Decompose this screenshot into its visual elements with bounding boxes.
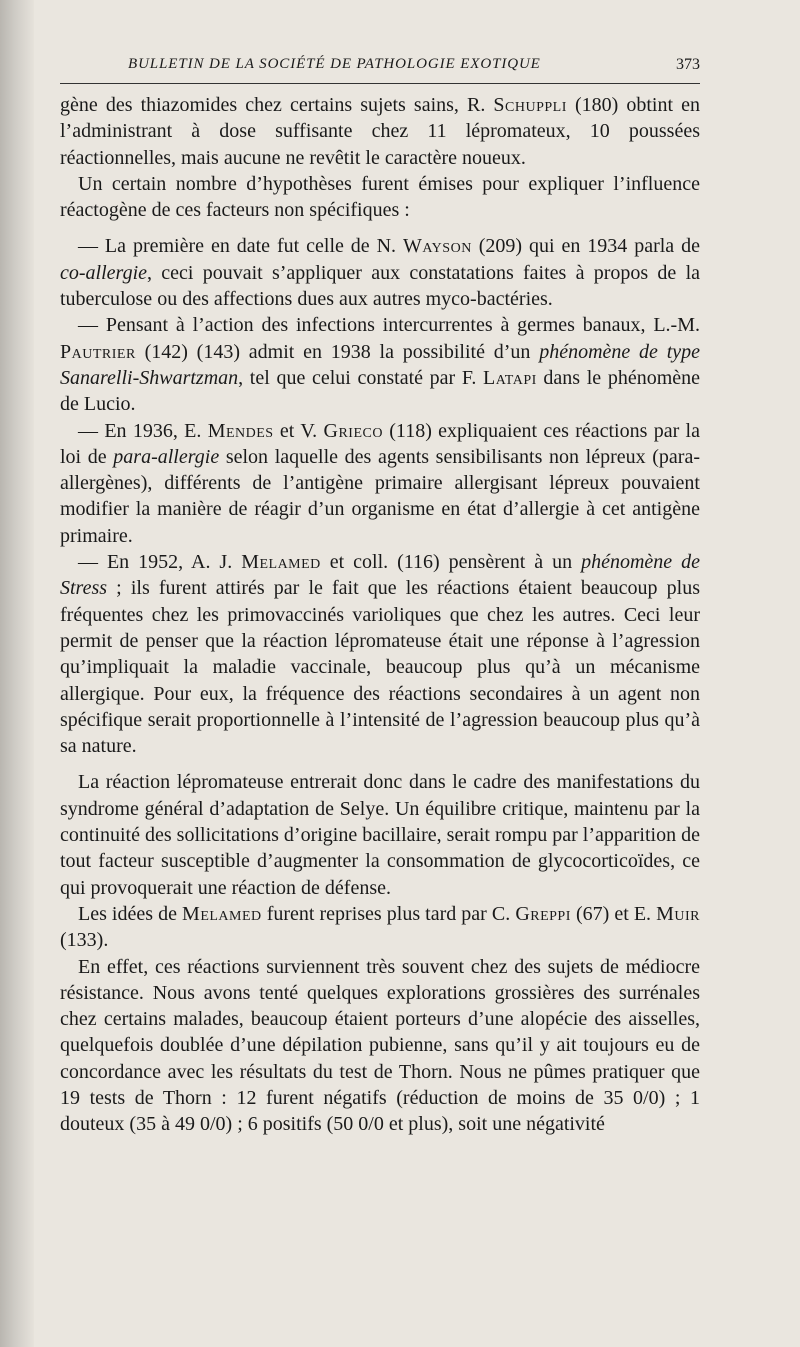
text-run: — En 1952, A. J. (78, 551, 242, 574)
text-run: , ceci pouvait s’appliquer aux constatations faites à propos de la tuberculose ou des affections dues aux autres myco-bactéries. (60, 261, 700, 311)
page-header (60, 54, 700, 78)
text-run: et V. (273, 419, 324, 442)
text-run: et coll. (116) pensèrent à un (320, 551, 582, 574)
text-run: (67) et E. (570, 902, 657, 925)
italic-term: para-allergie (113, 445, 220, 468)
document-page (60, 0, 700, 1347)
running-head: BULLETIN DE LA SOCIÉTÉ DE PATHOLOGIE EXOTIQUE (128, 56, 541, 72)
paragraph-8 (60, 901, 700, 954)
paragraph-6 (60, 549, 700, 759)
text-run: selon laquelle des agents sensibilisants non lépreux (para-allergènes), différents de l’antigène primaire allergisant lépreux pouvaient modifier la manière de réagir d’un organisme en état d’allergie à cet antigène primaire. (60, 445, 700, 547)
text-run: (180) obtint en l’administrant à dose suffisante chez 11 lépromateux, 10 poussées réactionnelles, mais aucune ne revêtit le caractère noueux. (60, 94, 700, 169)
text-run: Les idées de (78, 902, 183, 925)
header-rule (60, 83, 700, 84)
text-run: (133). (60, 929, 109, 952)
author-name: Melamed (182, 902, 262, 925)
paragraph-4 (60, 312, 700, 417)
text-run: , tel que celui constaté par F. (238, 366, 484, 389)
author-name: Grieco (323, 419, 383, 442)
paragraph-2 (60, 171, 700, 224)
author-name: Pautrier (60, 340, 136, 363)
author-name: Latapi (483, 366, 537, 389)
author-name: Wayson (402, 235, 472, 258)
text-run: La réaction lépromateuse entrerait donc dans le cadre des manifestations du syndrome général d’adaptation de Selye. Un équilibre critique, maintenu par la continuité des sollicitations d’origine bacillaire, serait rompu par l’apparition de tout facteur susceptible d’augmenter la consommation de glycocorticoïdes, ce qui provoquerait une réaction de défense. (60, 771, 700, 899)
book-spine-shadow (0, 0, 34, 1347)
text-run: — En 1936, E. (78, 419, 208, 442)
paragraph-7 (60, 769, 700, 900)
text-run: (142) (143) admit en 1938 la possibilité d’un (135, 340, 540, 363)
text-run: — La première en date fut celle de N. (78, 235, 403, 258)
page-number: 373 (676, 56, 700, 73)
italic-term: co-allergie (60, 261, 148, 284)
text-run: — Pensant à l’action des infections intercurrentes à germes banaux, L.-M. (78, 314, 700, 337)
text-run: gène des thiazomides chez certains sujets sains, R. (60, 94, 494, 116)
text-run: Un certain nombre d’hypothèses furent émises pour expliquer l’influence réactogène de ces facteurs non spécifiques : (60, 172, 700, 222)
author-name: Schuppli (493, 94, 567, 116)
text-run: furent reprises plus tard par C. (261, 902, 516, 925)
italic-term: phénomène de Stress (60, 551, 701, 600)
italic-term: phénomène de type Sanarelli-Shwartzman (60, 340, 701, 389)
text-run: ; ils furent attirés par le fait que les réactions étaient beaucoup plus fréquentes chez les primovaccinés varioliques que chez les autres. Ceci leur permit de penser que la réaction lépromateuse était une réponse à l’agression qu’impliquait la maladie vaccinale, beaucoup plus qu’à un mécanisme allergique. Pour eux, la fréquence des réactions secondaires à un agent non spécifique serait proportionnelle à l’intensité de l’agression beaucoup plus qu’à sa nature. (60, 577, 700, 758)
text-run: dans le phénomène de Lucio. (60, 366, 701, 416)
paragraph-5 (60, 418, 700, 549)
body-text (60, 92, 700, 1138)
paragraph-1 (60, 92, 700, 171)
paragraph-9 (60, 954, 700, 1138)
paragraph-3 (60, 233, 700, 312)
author-name: Mendes (207, 419, 274, 442)
text-run: En effet, ces réactions surviennent très souvent chez des sujets de médiocre résistance. Nous avons tenté quelques explorations grossières des surrénales chez certains malades, beaucoup étaient porteurs d’une alopécie des aisselles, quelquefois doublée d’une dépilation pubienne, sans qu’il y ait toujours eu de concordance avec les résultats du test de Thorn. Nous ne pûmes pratiquer que 19 tests de Thorn : 12 furent négatifs (réduction de moins de 35 0/0) ; 1 douteux (35 à 49 0/0) ; 6 positifs (50 0/0 et plus), soit une négativité (60, 955, 700, 1136)
text-run: (118) expliquaient ces réactions par la loi de (60, 419, 700, 468)
author-name: Greppi (515, 902, 571, 925)
author-name: Melamed (241, 551, 321, 574)
text-run: (209) qui en 1934 parla de (471, 235, 700, 258)
author-name: Muir (656, 902, 700, 925)
